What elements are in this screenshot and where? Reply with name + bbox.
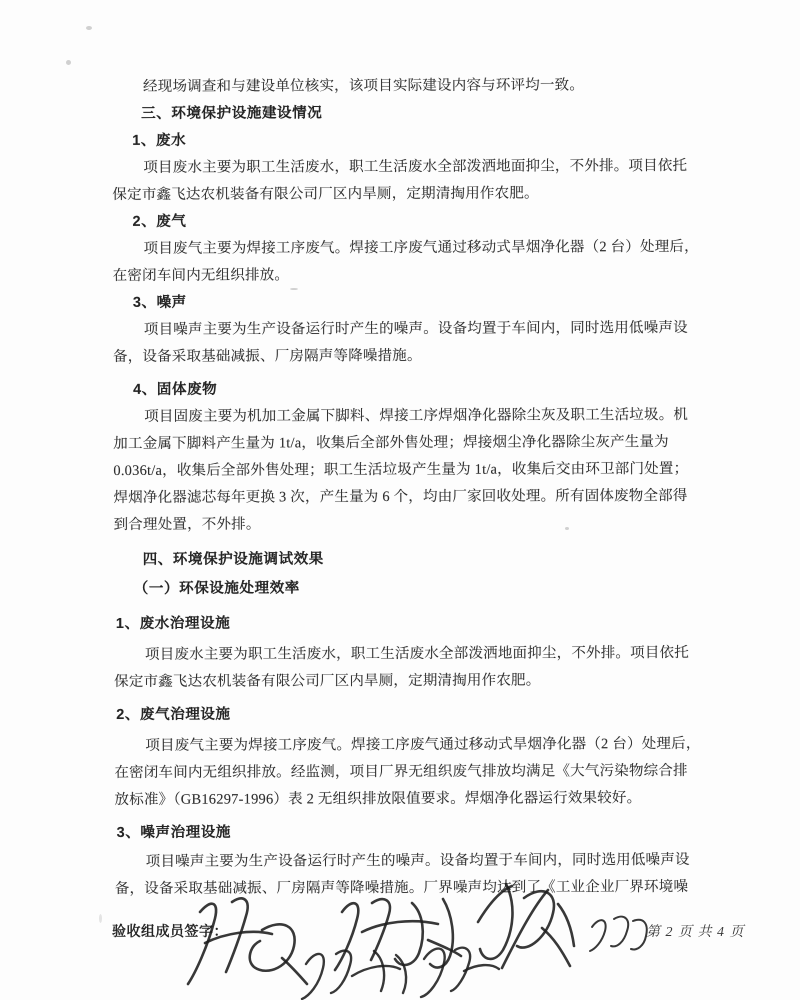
paragraph-line: 项目噪声主要为生产设备运行时产生的噪声。设备均置于车间内，同时选用低噪声设 [145, 851, 690, 870]
section-heading: 三、环境保护设施建设情况 [141, 105, 323, 122]
page-number: 第 2 页 共 4 页 [646, 925, 745, 940]
paragraph-line: 项目废水主要为职工生活废水，职工生活废水全部泼洒地面抑尘，不外排。项目依托 [144, 644, 689, 663]
section-heading: 四、环境保护设施调试效果 [142, 551, 324, 568]
scan-artifact [99, 914, 102, 923]
paragraph-line: 备，设备采取基础减振、厂房隔声等降噪措施。 [112, 347, 422, 365]
paragraph-line: 加工金属下脚料产生量为 1t/a，收集后全部外售处理；焊接烟尘净化器除尘灰产生量为 [113, 434, 669, 452]
signature-6 [421, 948, 499, 997]
paragraph-line: 项目废气主要为焊接工序废气。焊接工序废气通过移动式旱烟净化器（2 台）处理后， [143, 238, 699, 257]
paragraph-line: 项目固废主要为机加工金属下脚料、焊接工序焊烟净化器除尘灰及职工生活垃圾。机 [144, 406, 689, 425]
paragraph-line: 在密闭车间内无组织排放。 [112, 267, 290, 284]
section-heading: 4、固体废物 [133, 381, 218, 398]
paragraph-line: 到合理处置，不外排。 [113, 516, 261, 533]
scan-artifact [66, 60, 71, 65]
section-heading: （一）环保设施处理效率 [133, 580, 300, 597]
paragraph-line: 焊烟净化器滤芯每年更换 3 次，产生量为 6 个，均由厂家回收处理。所有固体废物全部得 [113, 487, 688, 506]
paragraph-line: 保定市鑫飞达农机装备有限公司厂区内旱厕，定期清掏用作农肥。 [112, 185, 539, 203]
paragraph-line: 项目废气主要为焊接工序废气。焊接工序废气通过移动式旱烟净化器（2 台）处理后， [145, 735, 701, 754]
section-heading: 2、废气治理设施 [116, 706, 231, 723]
paragraph-line: 项目噪声主要为生产设备运行时产生的噪声。设备均置于车间内，同时选用低噪声设 [143, 319, 688, 338]
document-body [112, 72, 715, 903]
signature-1 [188, 898, 307, 984]
paragraph-line: 0.036t/a，收集后全部外售处理；职工生活垃圾产生量为 1t/a，收集后交由环卫部门处置； [113, 460, 689, 479]
paragraph-line: 保定市鑫飞达农机装备有限公司厂区内旱厕，定期清掏用作农肥。 [114, 672, 541, 690]
scan-artifact [290, 288, 298, 290]
scan-artifact [86, 26, 92, 30]
paragraph-line: 在密闭车间内无组织排放。经监测，项目厂界无组织废气排放均满足《大气污染物综合排 [114, 762, 688, 781]
signature-4 [590, 917, 647, 951]
section-heading: 1、废水治理设施 [115, 615, 231, 632]
section-heading: 1、废水 [132, 132, 187, 149]
paragraph-line: 放标准》（GB16297-1996）表 2 无组织排放限值要求。焊烟净化器运行效果较好。 [114, 790, 642, 808]
section-heading: 3、噪声 [132, 294, 187, 311]
paragraph-line: 经现场调查和与建设单位核实，该项目实际建设内容与环评均一致。 [143, 77, 585, 95]
signature-label: 验收组成员签字： [112, 923, 228, 939]
signature-2 [335, 899, 461, 970]
signature-5 [302, 951, 406, 999]
section-heading: 2、废气 [132, 213, 187, 230]
paragraph-line: 项目废水主要为职工生活废水，职工生活废水全部泼洒地面抑尘，不外排。项目依托 [143, 157, 688, 176]
paragraph-line: 备，设备采取基础减振、厂房隔声等降噪措施。厂界噪声均达到了《工业企业厂界环境噪 [114, 878, 689, 897]
section-heading: 3、噪声治理设施 [116, 824, 232, 841]
scan-artifact [565, 527, 569, 530]
